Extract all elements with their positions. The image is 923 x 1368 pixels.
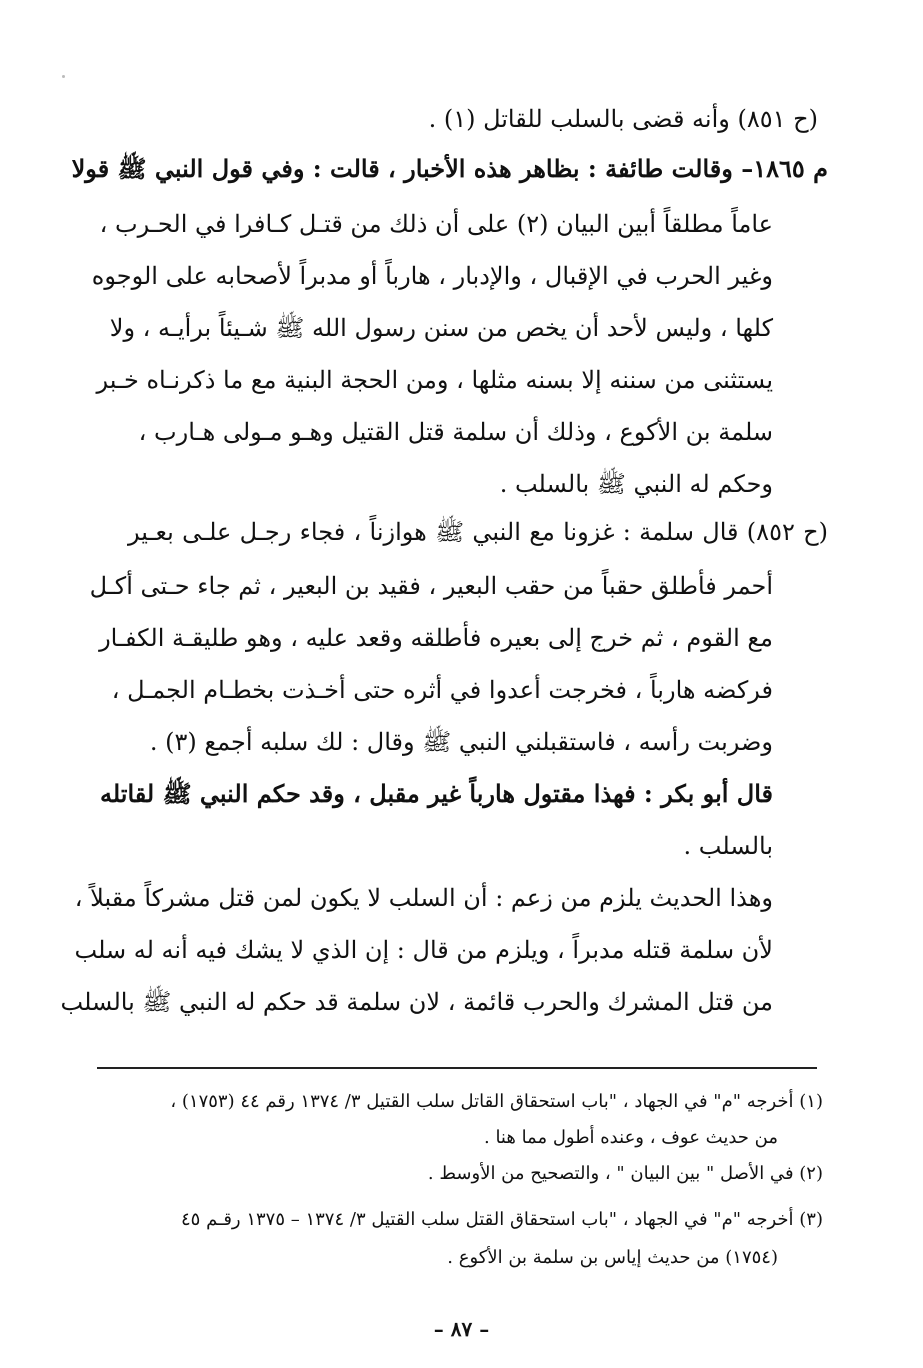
body-line: وضربت رأسه ، فاستقبلني النبي ﷺ وقال : لك سلبه أجمع (٣) . <box>149 728 773 756</box>
page-number: – ٨٧ – <box>433 1317 490 1341</box>
body-line: وحكم له النبي ﷺ بالسلب . <box>499 470 773 498</box>
abu-bakr-line: قال أبو بكر : فهذا مقتول هارباً غير مقبل ، وقد حكم النبي ﷺ لقاتله <box>99 779 773 808</box>
body-line: فركضه هارباً ، فخرجت أعدوا في أثره حتى أخـذت بخطـام الجمـل ، <box>111 676 773 704</box>
scan-speck <box>62 75 65 78</box>
footnote-divider <box>97 1067 817 1069</box>
footnote-3-continued: (١٧٥٤) من حديث إياس بن سلمة بن الأكوع . <box>447 1247 778 1268</box>
footnote-1: (١) أخرجه "م" في الجهاد ، "باب استحقاق القاتل سلب القتيل ٣/ ١٣٧٤ رقم ٤٤ (١٧٥٣) ، <box>170 1091 823 1112</box>
body-line: يستثنى من سننه إلا بسنه مثلها ، ومن الحجة البنية مع ما ذكرنـاه خـبر <box>96 366 773 394</box>
body-line: من قتل المشرك والحرب قائمة ، لان سلمة قد حكم له النبي ﷺ بالسلب <box>60 988 773 1016</box>
body-line: مع القوم ، ثم خرج إلى بعيره فأطلقه وقعد عليه ، وهو طليقـة الكفـار <box>99 624 773 652</box>
hadith-851-line: (ح ٨٥١) وأنه قضى بالسلب للقاتل (١) . <box>428 105 818 133</box>
footnote-1-continued: من حديث عوف ، وعنده أطول مما هنا . <box>484 1127 778 1148</box>
footnote-2: (٢) في الأصل " بين البيان " ، والتصحيح من الأوسط . <box>427 1163 823 1184</box>
masala-1865-line: م ١٨٦٥– وقالت طائفة : بظاهر هذه الأخبار ، قالت : وفي قول النبي ﷺ قولا <box>71 154 828 183</box>
hadith-852-line: (ح ٨٥٢) قال سلمة : غزونا مع النبي ﷺ هوازناً ، فجاء رجـل علـى بعـير <box>128 518 828 546</box>
body-line: عاماً مطلقاً أبين البيان (٢) على أن ذلك من قتـل كـافرا في الحـرب ، <box>99 210 773 238</box>
footnote-3: (٣) أخرجه "م" في الجهاد ، "باب استحقاق القتل سلب القتيل ٣/ ١٣٧٤ – ١٣٧٥ رقـم ٤٥ <box>181 1209 823 1230</box>
body-line: وهذا الحديث يلزم من زعم : أن السلب لا يكون لمن قتل مشركاً مقبلاً ، <box>74 884 773 912</box>
body-line: أحمر فأطلق حقباً من حقب البعير ، فقيد بن البعير ، ثم جاء حـتى أكـل <box>89 572 773 600</box>
body-line: لأن سلمة قتله مدبراً ، ويلزم من قال : إن الذي لا يشك فيه أنه له سلب <box>74 936 773 964</box>
body-line: وغير الحرب في الإقبال ، والإدبار ، هارباً أو مدبراً لأصحابه على الوجوه <box>91 262 773 290</box>
body-line: كلها ، وليس لأحد أن يخص من سنن رسول الله ﷺ شـيئاً برأيـه ، ولا <box>109 314 773 342</box>
body-line: بالسلب . <box>683 832 773 860</box>
body-line: سلمة بن الأكوع ، وذلك أن سلمة قتل القتيل وهـو مـولى هـارب ، <box>138 418 773 446</box>
